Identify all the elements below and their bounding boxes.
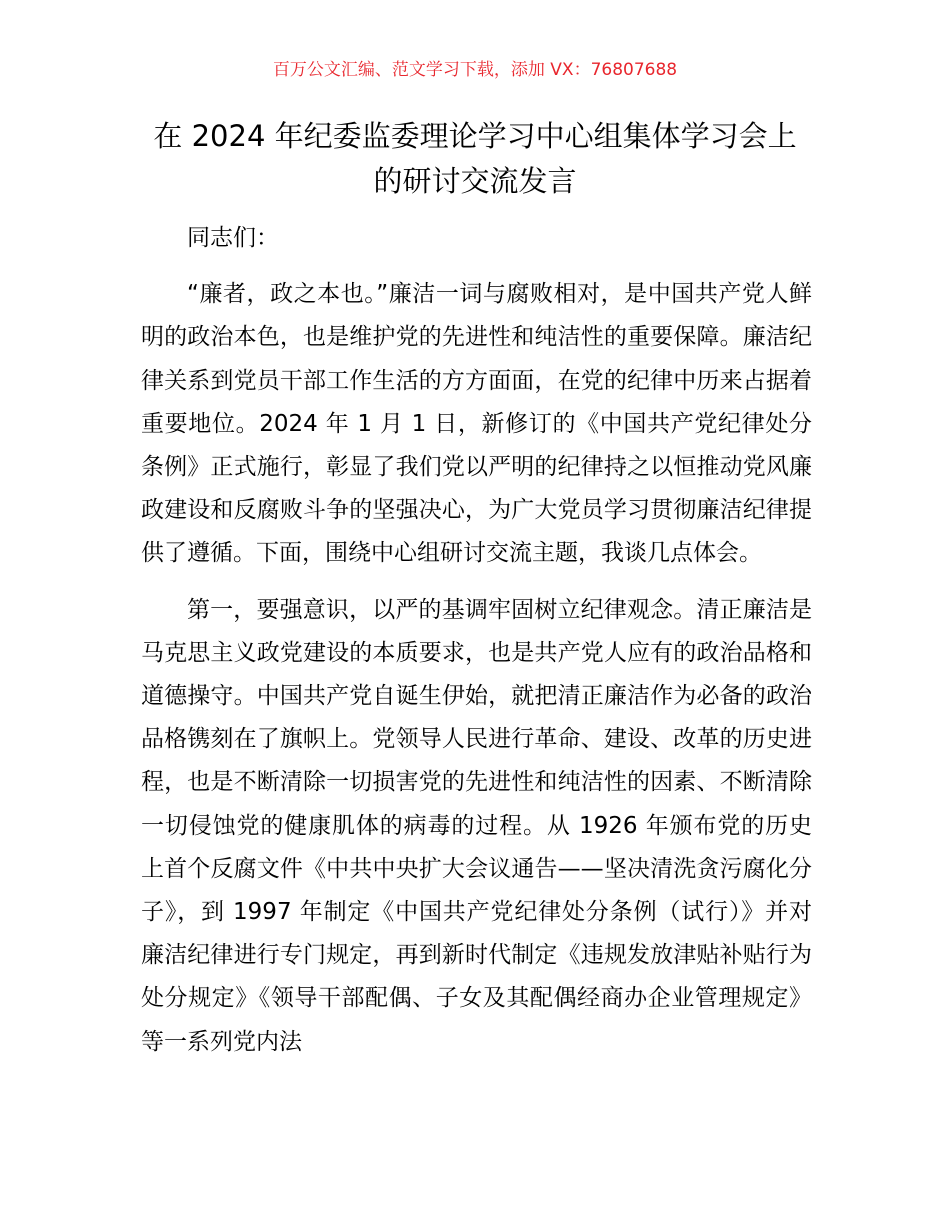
promo-banner: 百万公文汇编、范文学习下载，添加 VX：76807688 <box>272 60 678 80</box>
salutation: 同志们： <box>187 225 279 251</box>
paragraph: 第一，要强意识，以严的基调牢固树立纪律观念。清正廉洁是马克思主义政党建设的本质要求，也是共产党人应有的政治品格和道德操守。中国共产党自诞生伊始，就把清正廉洁作为必备的政治品格镌刻在了旗帜上。党领导人民进行革命、建设、改革的历史进程，也是不断清除一切损害党的先进性和纯洁性的因素、不断清除一切侵蚀党的健康肌体的病毒的过程。从 1926 年颁布党的历史上首个反腐文件《中共中央扩大会议通告——坚决清洗贪污腐化分子》，到 1997 年制定《中国共产党纪律处分条例（试行）》并对廉洁纪律进行专门规定，再到新时代制定《违规发放津贴补贴行为处分规定》《领导干部配偶、子女及其配偶经商办企业管理规定》等一系列党内法 <box>141 596 812 1055</box>
document-body <box>141 217 812 1064</box>
document-title: 在 2024 年纪委监委理论学习中心组集体学习会上的研讨交流发言 <box>153 119 797 198</box>
paragraph: “廉者，政之本也。”廉洁一词与腐败相对，是中国共产党人鲜明的政治本色，也是维护党的先进性和纯洁性的重要保障。廉洁纪律关系到党员干部工作生活的方方面面，在党的纪律中历来占据着重要地位。2024 年 1 月 1 日，新修订的《中国共产党纪律处分条例》正式施行，彰显了我们党以严明的纪律持之以恒推动党风廉政建设和反腐败斗争的坚强决心，为广大党员学习贯彻廉洁纪律提供了遵循。下面，围绕中心组研讨交流主题，我谈几点体会。 <box>141 281 812 567</box>
